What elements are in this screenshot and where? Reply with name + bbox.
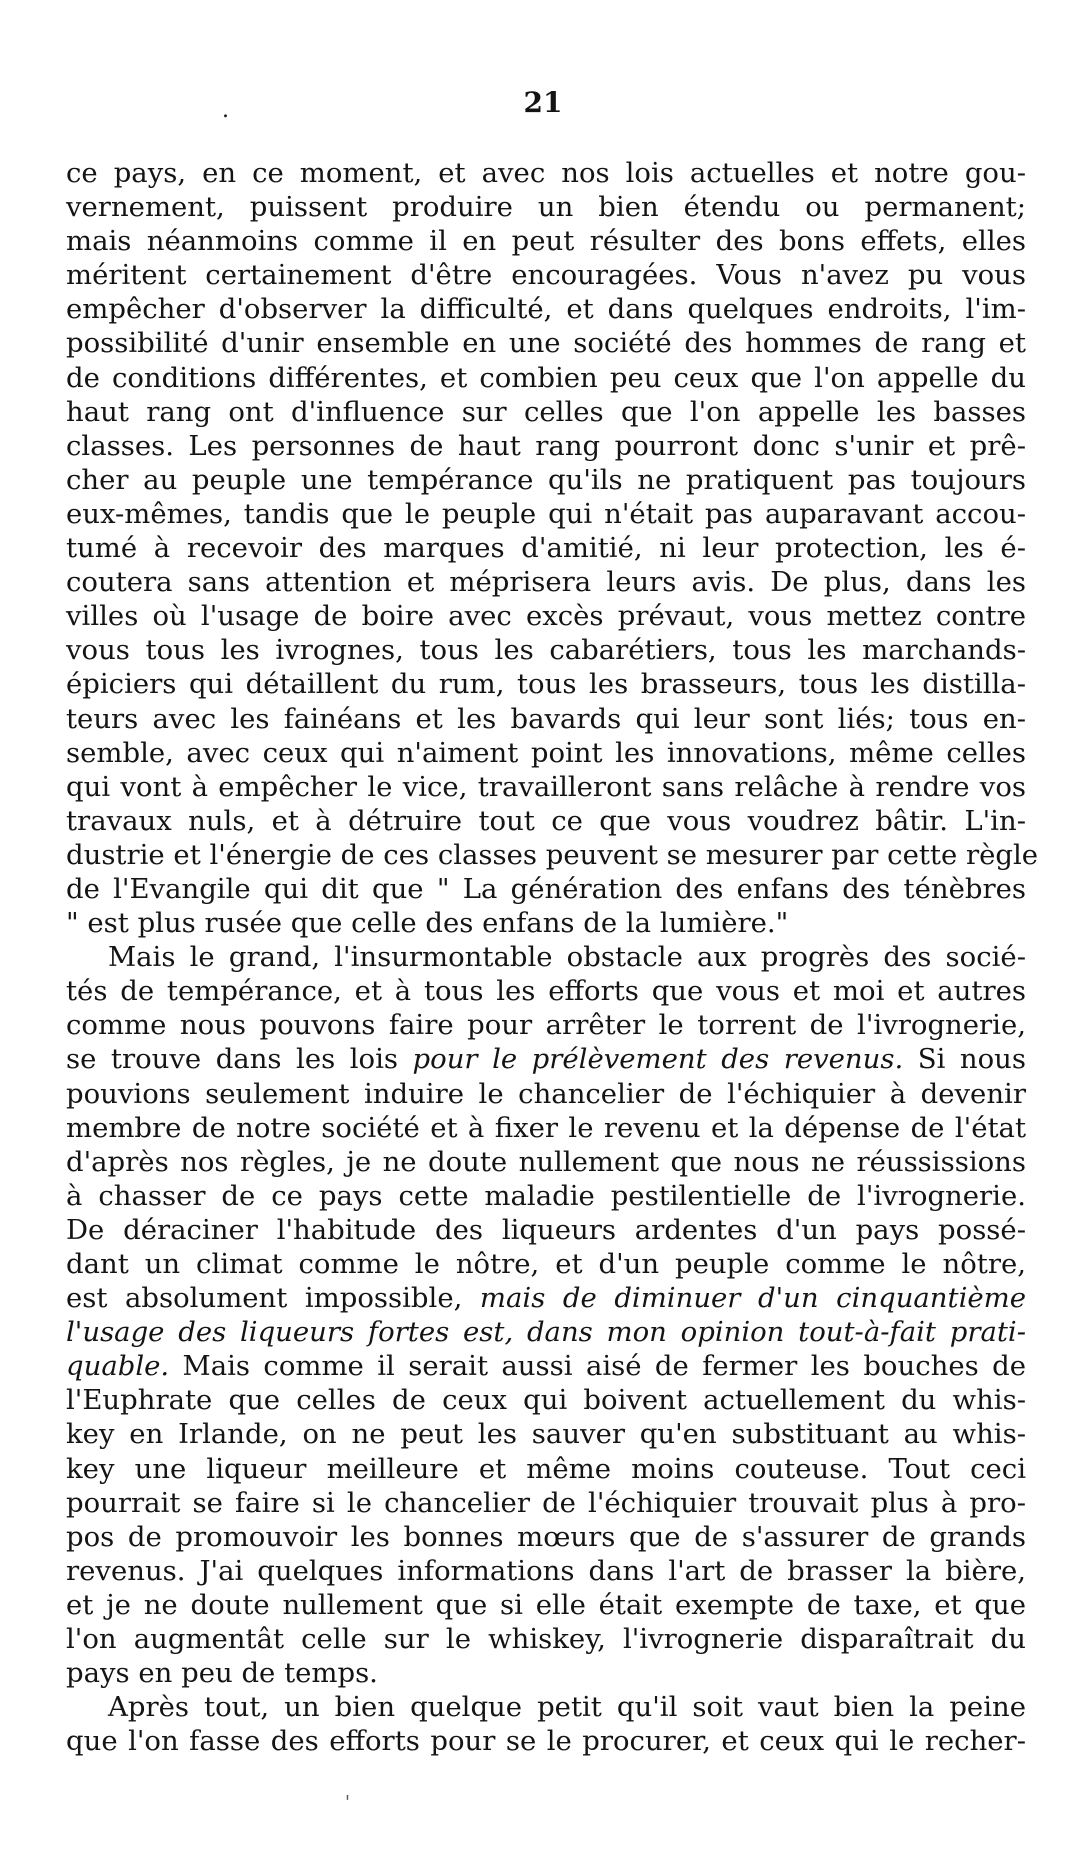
text-line: épiciers qui détaillent du rum, tous les brasseurs, tous les distilla- [66, 668, 1026, 701]
text-line: l'on augmentât celle sur le whiskey, l'ivrognerie disparaîtrait du [66, 1623, 1026, 1656]
text-line: semble, avec ceux qui n'aiment point les innovations, même celles [66, 736, 1026, 769]
text-line: cher au peuple une tempérance qu'ils ne pratiquent pas toujours [66, 463, 1026, 496]
text-line: travaux nuls, et à détruire tout ce que vous voudrez bâtir. L'in- [66, 804, 1026, 837]
text-line: méritent certainement d'être encouragées. Vous n'avez pu vous [66, 259, 1026, 292]
text-line: tés de tempérance, et à tous les efforts que vous et moi et autres [66, 975, 1026, 1008]
text-line: Mais le grand, l'insurmontable obstacle aux progrès des socié- [108, 941, 1026, 974]
text-run: Si nous [903, 1043, 1026, 1076]
text-line: pos de promouvoir les bonnes mœurs que de s'assurer de grands [66, 1520, 1026, 1553]
text-line: classes. Les personnes de haut rang pourront donc s'unir et prê- [66, 429, 1026, 462]
text-line: key en Irlande, on ne peut les sauver qu'en substituant au whis- [66, 1418, 1026, 1451]
text-line: " est plus rusée que celle des enfans de la lumière." [66, 907, 789, 940]
text-line: dant un climat comme le nôtre, et d'un peuple comme le nôtre, [66, 1248, 1026, 1280]
text-line: vernement, puissent produire un bien étendu ou permanent; [66, 191, 1026, 224]
footer-mark: ' [345, 1792, 350, 1813]
italic-run: quable. [66, 1350, 170, 1383]
text-line-italic [66, 1315, 1026, 1349]
text-run: Mais comme il serait aussi aisé de fermer les bouches de [169, 1350, 1026, 1383]
text-line: l'Euphrate que celles de ceux qui boivent actuellement du whis- [66, 1384, 1026, 1417]
text-line: que l'on fasse des efforts pour se le procurer, et ceux qui le recher- [66, 1725, 1026, 1758]
text-line: de l'Evangile qui dit que " La génération des enfans des ténèbres [66, 872, 1026, 905]
text-run: est absolument impossible, [66, 1282, 480, 1315]
text-line: d'après nos règles, je ne doute nullement que nous ne réussissions [66, 1145, 1026, 1178]
italic-run: l'usage des liqueurs fortes est, dans mon opinion tout-à-fait prati- [66, 1316, 1026, 1349]
text-line: teurs avec les fainéans et les bavards qui leur sont liés; tous en- [66, 702, 1026, 735]
text-line: eux-mêmes, tandis que le peuple qui n'était pas auparavant accou- [66, 497, 1026, 530]
text-line: villes où l'usage de boire avec excès prévaut, vous mettez contre [66, 600, 1026, 633]
text-run: se trouve dans les lois [66, 1043, 413, 1076]
header-dot: . [222, 98, 229, 123]
text-line: qui vont à empêcher le vice, travailleront sans relâche à rendre vos [66, 770, 1026, 803]
text-line: revenus. J'ai quelques informations dans l'art de brasser la bière, [66, 1554, 1026, 1587]
text-line: Après tout, un bien quelque petit qu'il soit vaut bien la peine [108, 1691, 1026, 1724]
text-line: comme nous pouvons faire pour arrêter le torrent de l'ivrognerie, [66, 1009, 1026, 1042]
text-line: dustrie et l'énergie de ces classes peuvent se mesurer par cette règle [66, 838, 1039, 871]
text-line: De déraciner l'habitude des liqueurs ardentes d'un pays possé- [66, 1213, 1026, 1246]
text-line: mais néanmoins comme il en peut résulter des bons effets, elles [66, 225, 1026, 258]
text-line: membre de notre société et à fixer le revenu et la dépense de l'état [66, 1111, 1026, 1144]
text-line: key une liqueur meilleure et même moins couteuse. Tout ceci [66, 1452, 1026, 1485]
page-number: 21 [523, 86, 563, 119]
text-line: coutera sans attention et méprisera leurs avis. De plus, dans les [66, 566, 1026, 599]
text-line: empêcher d'observer la difficulté, et dans quelques endroits, l'im- [66, 293, 1026, 326]
text-line: et je ne doute nullement que si elle était exempte de taxe, et que [66, 1588, 1026, 1621]
text-line: à chasser de ce pays cette maladie pestilentielle de l'ivrognerie. [66, 1179, 1026, 1212]
text-line-mixed [66, 1281, 1026, 1315]
text-line: vous tous les ivrognes, tous les cabarétiers, tous les marchands- [66, 634, 1026, 667]
text-line: pourrait se faire si le chancelier de l'échiquier trouvait plus à pro- [66, 1486, 1026, 1519]
body-text [66, 156, 1039, 1758]
text-line: ce pays, en ce moment, et avec nos lois actuelles et notre gou- [66, 157, 1026, 189]
italic-run: mais de diminuer d'un cinquantième [479, 1282, 1026, 1315]
text-line: pouvions seulement induire le chancelier de l'échiquier à devenir [66, 1077, 1026, 1110]
text-line: possibilité d'unir ensemble en une société des hommes de rang et [66, 327, 1026, 360]
italic-run: pour le prélèvement des revenus. [412, 1043, 904, 1076]
text-line: haut rang ont d'influence sur celles que l'on appelle les basses [66, 395, 1026, 428]
text-line-mixed [66, 1042, 1026, 1076]
text-line: tumé à recevoir des marques d'amitié, ni leur protection, les é- [66, 532, 1026, 565]
text-line-mixed [66, 1349, 1026, 1383]
text-line: pays en peu de temps. [66, 1657, 378, 1690]
text-line: de conditions différentes, et combien peu ceux que l'on appelle du [66, 361, 1026, 394]
